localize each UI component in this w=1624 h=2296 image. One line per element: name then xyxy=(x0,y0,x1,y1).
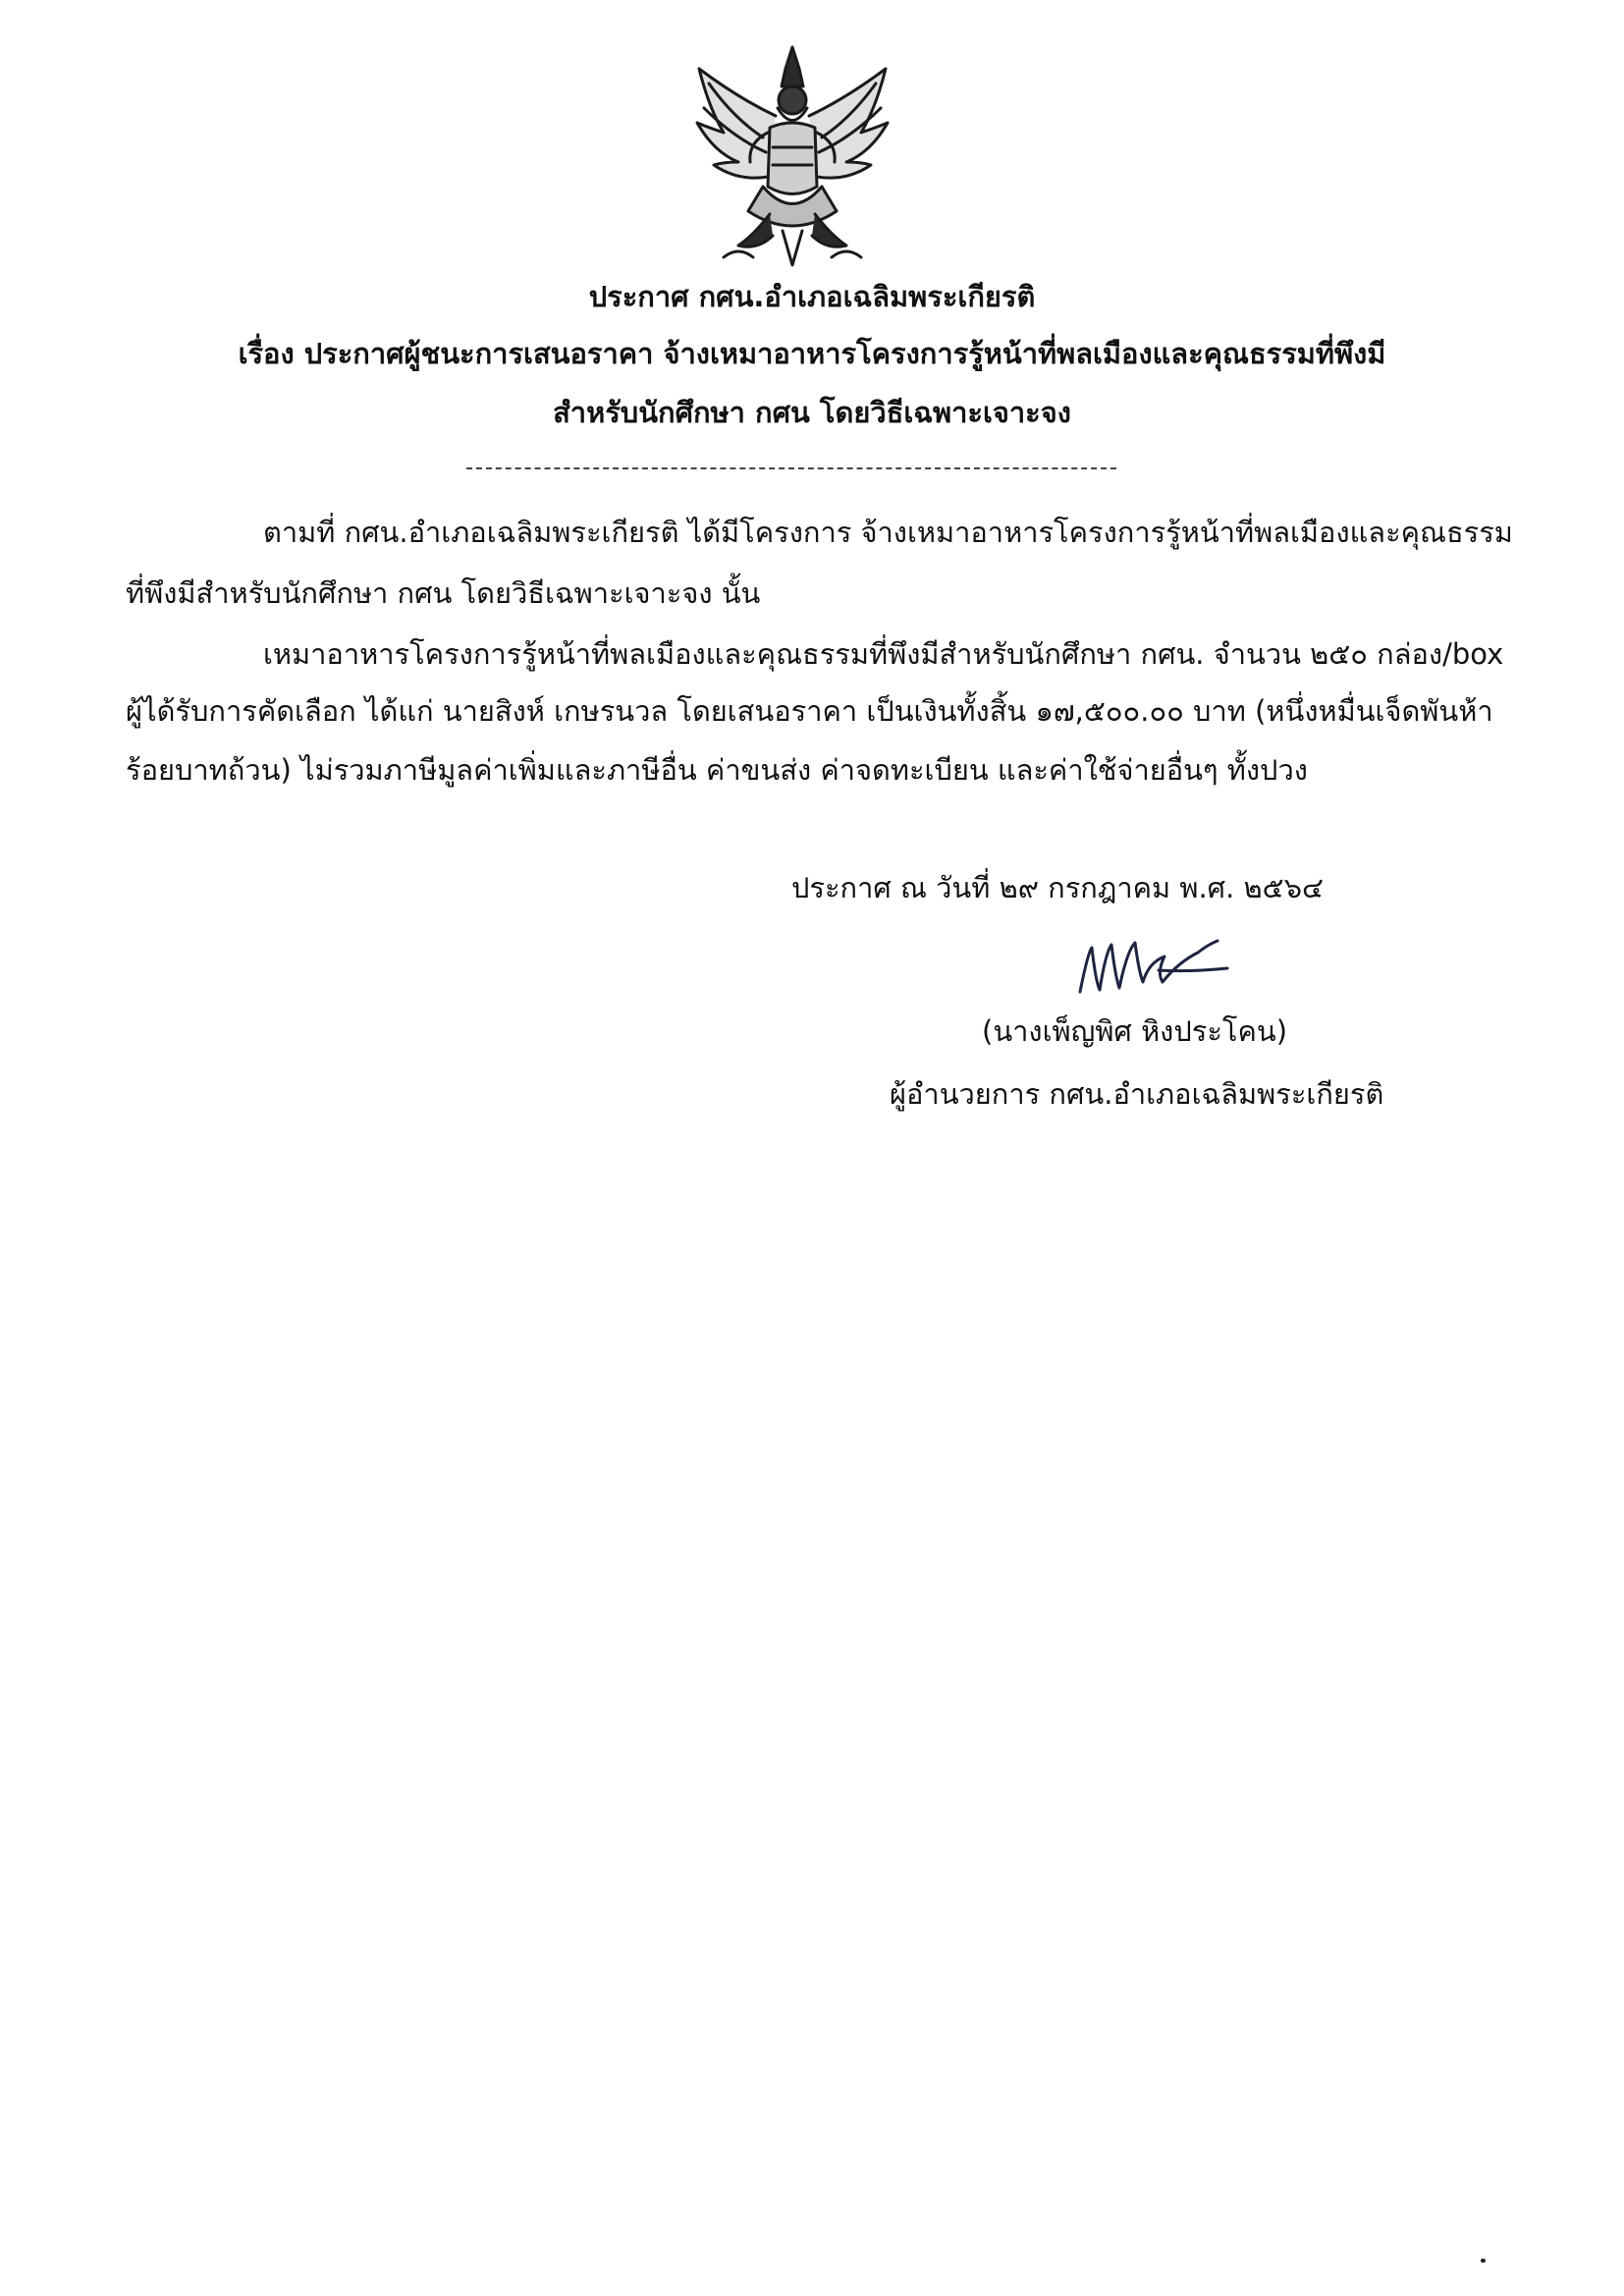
announcement-date: ประกาศ ณ วันที่ ๒๙ กรกฎาคม พ.ศ. ๒๕๖๔ xyxy=(791,871,1324,904)
announcement-subject: เรื่อง ประกาศผู้ชนะการเสนอราคา จ้างเหมาอาหารโครงการรู้หน้าที่พลเมืองและคุณธรรมที่พึงมี xyxy=(238,337,1386,370)
announcement-title: ประกาศ กศน.อำเภอเฉลิมพระเกียรติ xyxy=(588,280,1036,313)
signature-icon xyxy=(1070,923,1237,1002)
announcement-subject-cont: สำหรับนักศึกษา กศน โดยวิธีเฉพาะเจาะจง xyxy=(553,396,1071,429)
divider-line xyxy=(466,467,1116,469)
body-paragraph-2-line-1: เหมาอาหารโครงการรู้หน้าที่พลเมืองและคุณธรรมที่พึงมีสำหรับนักศึกษา กศน. จำนวน ๒๕๐ กล่อง/box xyxy=(263,637,1504,671)
body-paragraph-1-line-2: ที่พึงมีสำหรับนักศึกษา กศน โดยวิธีเฉพาะเจาะจง นั้น xyxy=(126,576,761,610)
body-paragraph-2-line-3: ร้อยบาทถ้วน) ไม่รวมภาษีมูลค่าเพิ่มและภาษีอื่น ค่าขนส่ง ค่าจดทะเบียน และค่าใช้จ่ายอื่นๆ ทั้งปวง xyxy=(126,753,1308,787)
signer-name: (นางเพ็ญพิศ หิงประโคน) xyxy=(982,1014,1288,1048)
signer-position: ผู้อำนวยการ กศน.อำเภอเฉลิมพระเกียรติ xyxy=(890,1077,1384,1111)
body-paragraph-1-line-1: ตามที่ กศน.อำเภอเฉลิมพระเกียรติ ได้มีโครงการ จ้างเหมาอาหารโครงการรู้หน้าที่พลเมืองและคุณธรรม xyxy=(263,516,1513,549)
scan-speck xyxy=(1481,2259,1486,2263)
body-paragraph-2-line-2: ผู้ได้รับการคัดเลือก ได้แก่ นายสิงห์ เกษรนวล โดยเสนอราคา เป็นเงินทั้งสิ้น ๑๗,๕๐๐.๐๐ บาท (หนึ่งหมื่นเจ็ดพันห้า xyxy=(126,694,1493,728)
garuda-emblem-icon xyxy=(679,39,905,275)
